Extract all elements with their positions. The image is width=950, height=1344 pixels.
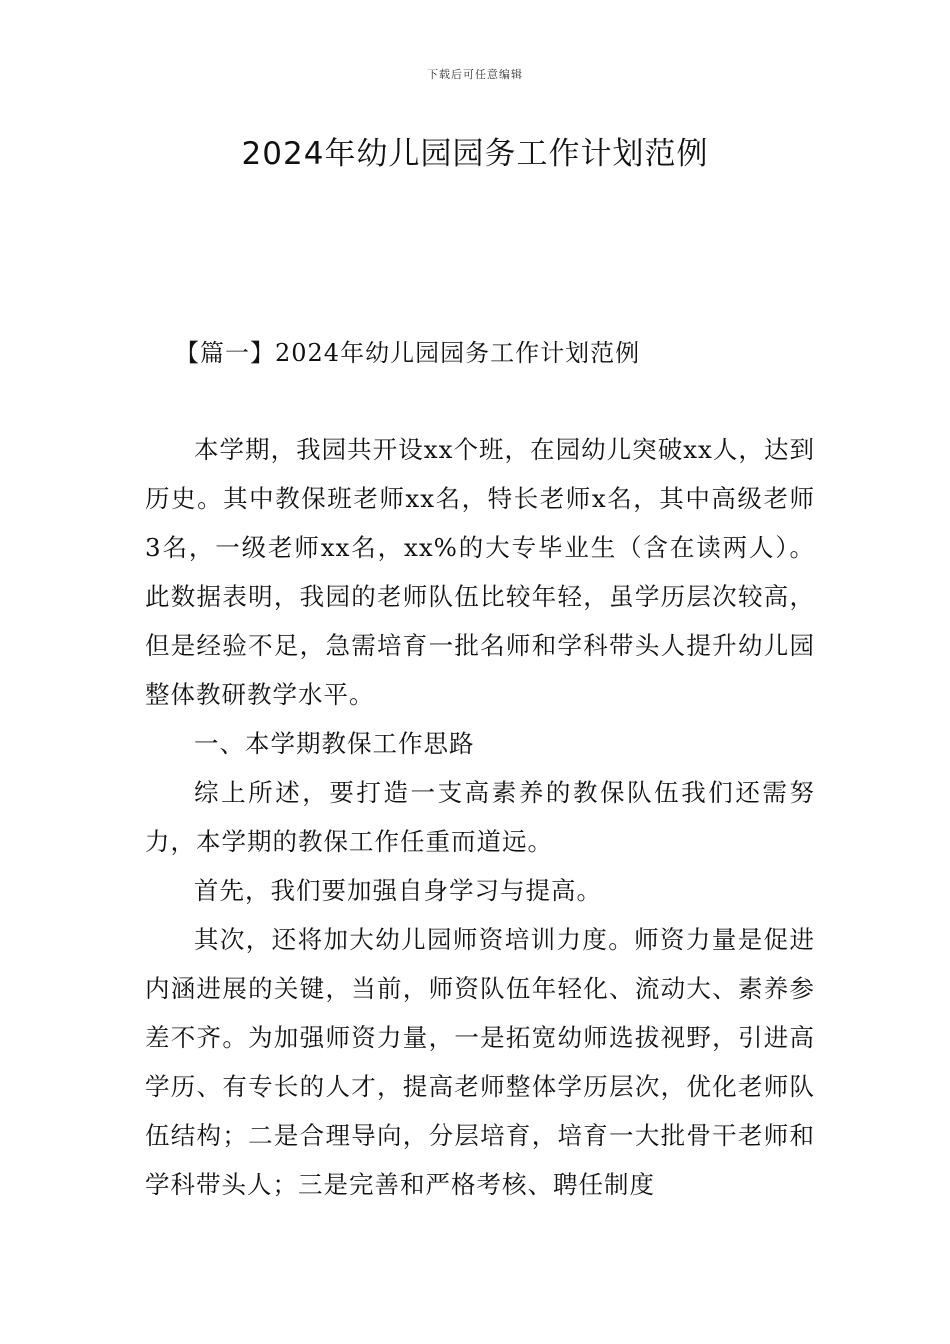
section-heading: 【篇一】2024年幼儿园园务工作计划范例 <box>175 339 641 367</box>
document-title: 2024年幼儿园园务工作计划范例 <box>241 136 709 172</box>
paragraph-intro: 本学期，我园共开设xx个班，在园幼儿突破xx人，达到历史。其中教保班老师xx名，特长老师x名，其中高级老师3名，一级老师xx名，xx%的大专毕业生（含在读两人）。此数据表明，我园的老师队伍比较年轻，虽学历层次较高，但是经验不足，急需培育一批名师和学科带头人提升幼儿园整体教研教学水平。 <box>145 435 815 709</box>
paragraph-summary: 综上所述，要打造一支高素养的教保队伍我们还需努力，本学期的教保工作任重而道远。 <box>145 778 815 856</box>
header-note: 下载后可任意编辑 <box>427 68 523 81</box>
paragraph-second: 其次，还将加大幼儿园师资培训力度。师资力量是促进内涵进展的关键，当前，师资队伍年轻化、流动大、素养参差不齐。为加强师资力量，一是拓宽幼师选拔视野，引进高学历、有专长的人才，提高老师整体学历层次，优化老师队伍结构；二是合理导向，分层培育，培育一大批骨干老师和学科带头人；三是完善和严格考核、聘任制度 <box>145 925 815 1199</box>
paragraph-heading-one: 一、本学期教保工作思路 <box>194 729 475 758</box>
paragraph-first: 首先，我们要加强自身学习与提高。 <box>194 876 602 905</box>
document-body <box>145 425 815 1209</box>
